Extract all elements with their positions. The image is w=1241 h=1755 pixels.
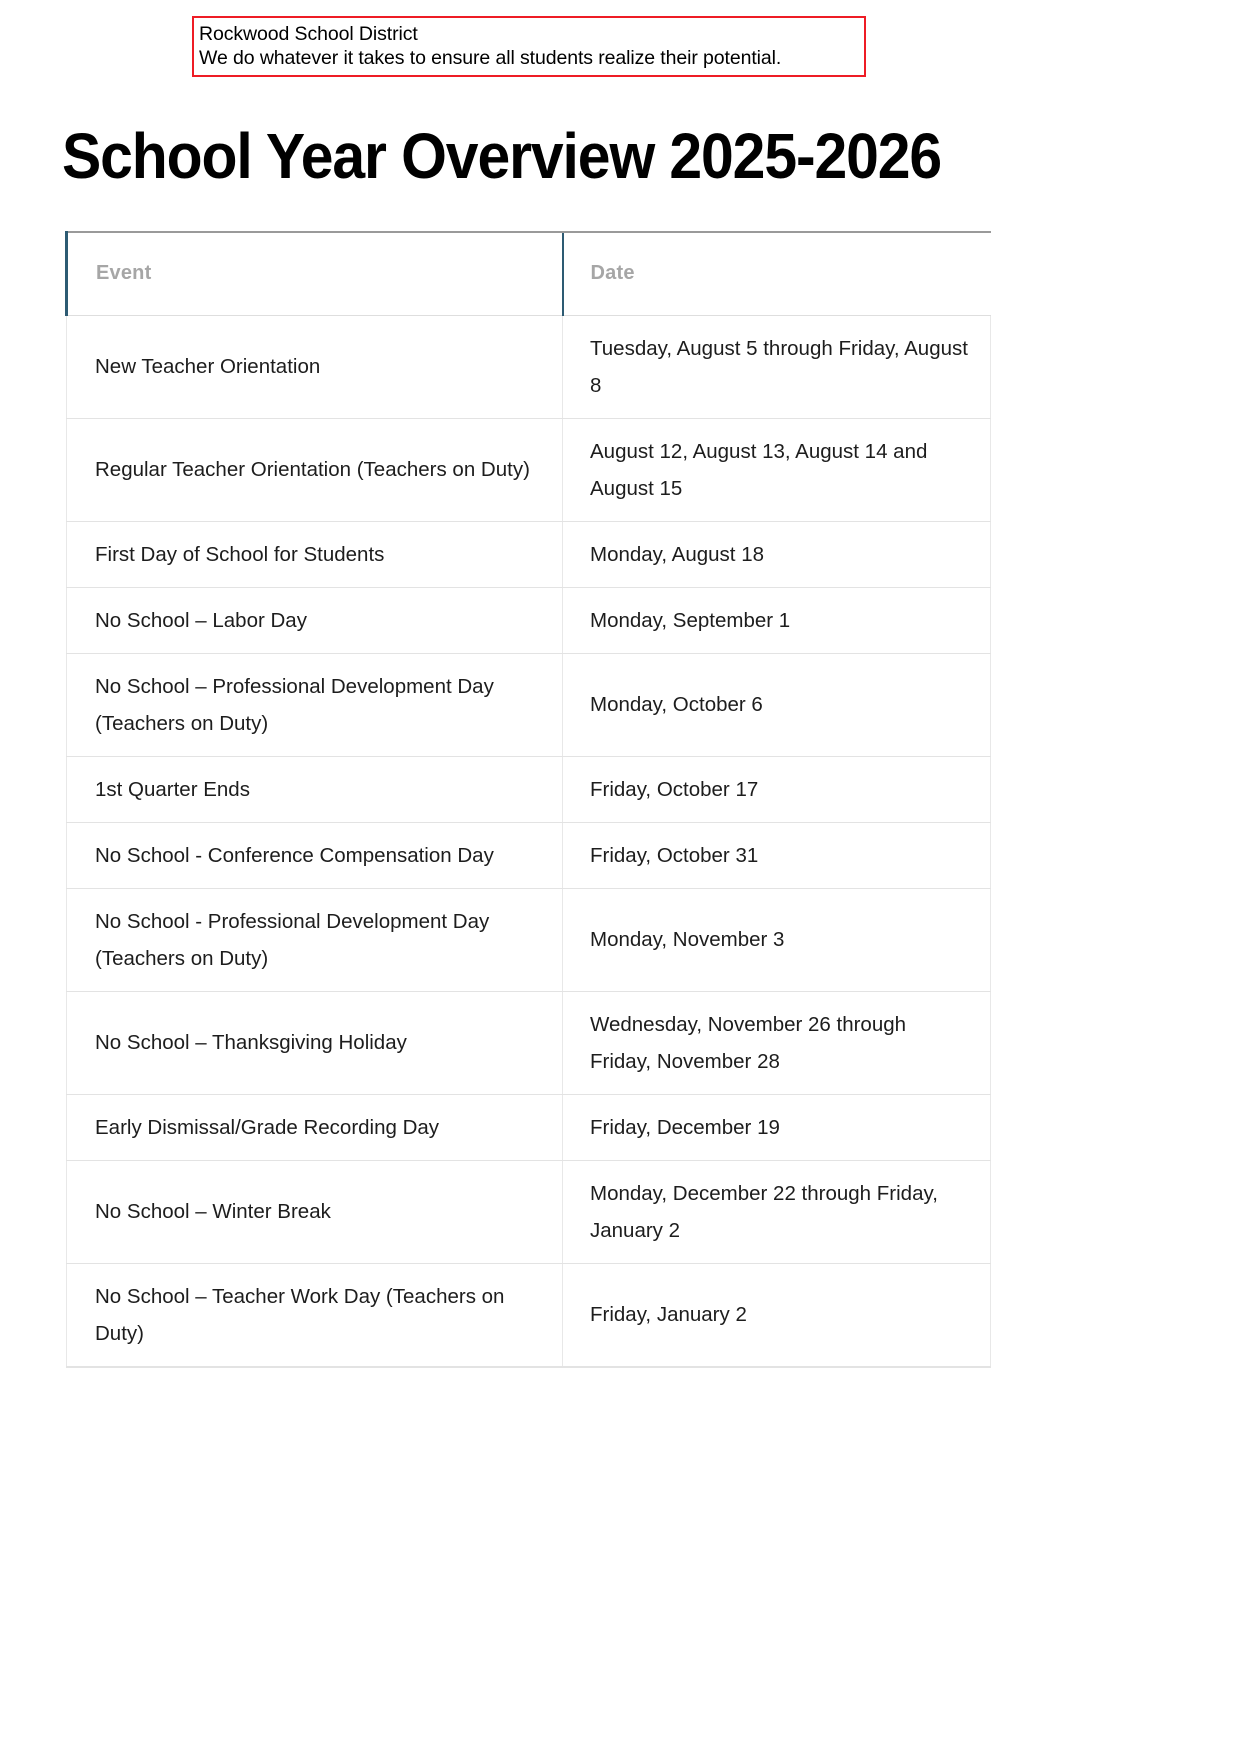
district-name: Rockwood School District xyxy=(199,23,418,45)
date-label: Friday, January 2 xyxy=(590,1303,747,1326)
cell-event xyxy=(67,418,563,521)
table-row xyxy=(67,315,991,418)
cell-date xyxy=(563,521,991,587)
table-row xyxy=(67,418,991,521)
school-year-overview-table-container xyxy=(65,231,989,1368)
date-label: Wednesday, November 26 through Friday, November 28 xyxy=(590,1012,907,1073)
table-row xyxy=(67,521,991,587)
table-header xyxy=(67,232,991,315)
cell-event xyxy=(67,315,563,418)
table-row xyxy=(67,653,991,756)
cell-event xyxy=(67,1094,563,1160)
cell-date xyxy=(563,1160,991,1263)
event-label: No School – Professional Development Day (Teachers on Duty) xyxy=(95,674,494,735)
date-label: Monday, September 1 xyxy=(590,608,791,632)
cell-date xyxy=(563,756,991,822)
table-row xyxy=(67,991,991,1094)
date-label: Monday, December 22 through Friday, January 2 xyxy=(590,1181,938,1242)
date-label: Tuesday, August 5 through Friday, August 8 xyxy=(590,336,968,397)
event-label: New Teacher Orientation xyxy=(95,355,321,378)
table-row xyxy=(67,822,991,888)
cell-event xyxy=(67,587,563,653)
table-header-row xyxy=(67,232,991,315)
event-label: No School – Teacher Work Day (Teachers on Duty) xyxy=(95,1284,505,1345)
table-row xyxy=(67,1263,991,1367)
cell-date xyxy=(563,991,991,1094)
district-tagline: We do whatever it takes to ensure all students realize their potential. xyxy=(199,47,782,69)
cell-date xyxy=(563,418,991,521)
event-label: 1st Quarter Ends xyxy=(95,777,250,801)
table-row xyxy=(67,888,991,991)
cell-date xyxy=(563,1263,991,1367)
cell-event xyxy=(67,1263,563,1367)
cell-event xyxy=(67,653,563,756)
event-label: No School - Conference Compensation Day xyxy=(95,843,494,867)
date-label: Friday, October 17 xyxy=(590,777,759,801)
cell-event xyxy=(67,756,563,822)
event-label: First Day of School for Students xyxy=(95,542,385,566)
cell-event xyxy=(67,888,563,991)
date-label: Monday, November 3 xyxy=(590,928,785,951)
table-row xyxy=(67,1094,991,1160)
cell-date xyxy=(563,888,991,991)
event-label: No School - Professional Development Day (Teachers on Duty) xyxy=(95,909,490,970)
date-label: August 12, August 13, August 14 and August 15 xyxy=(590,439,928,500)
cell-date xyxy=(563,315,991,418)
table-row xyxy=(67,756,991,822)
date-label: Monday, October 6 xyxy=(590,693,763,716)
event-label: No School – Thanksgiving Holiday xyxy=(95,1031,407,1054)
event-label: Early Dismissal/Grade Recording Day xyxy=(95,1115,440,1139)
table-row xyxy=(67,587,991,653)
cell-event xyxy=(67,1160,563,1263)
date-label: Monday, August 18 xyxy=(590,542,764,566)
event-label: No School – Winter Break xyxy=(95,1200,331,1223)
table-row xyxy=(67,1160,991,1263)
cell-date xyxy=(563,1094,991,1160)
school-year-overview-table xyxy=(65,231,991,1368)
event-label: Regular Teacher Orientation (Teachers on Duty) xyxy=(95,458,530,481)
event-label: No School – Labor Day xyxy=(95,608,307,632)
date-label: Friday, December 19 xyxy=(590,1115,780,1139)
cell-date xyxy=(563,587,991,653)
cell-event xyxy=(67,822,563,888)
cell-date xyxy=(563,653,991,756)
cell-event xyxy=(67,521,563,587)
page-title: School Year Overview 2025-2026 xyxy=(62,119,942,192)
date-label: Friday, October 31 xyxy=(590,843,759,867)
cell-event xyxy=(67,991,563,1094)
column-header-event: Event xyxy=(67,232,563,315)
column-header-date: Date xyxy=(563,232,991,315)
cell-date xyxy=(563,822,991,888)
table-body xyxy=(67,315,991,1367)
district-letterhead xyxy=(192,16,866,77)
